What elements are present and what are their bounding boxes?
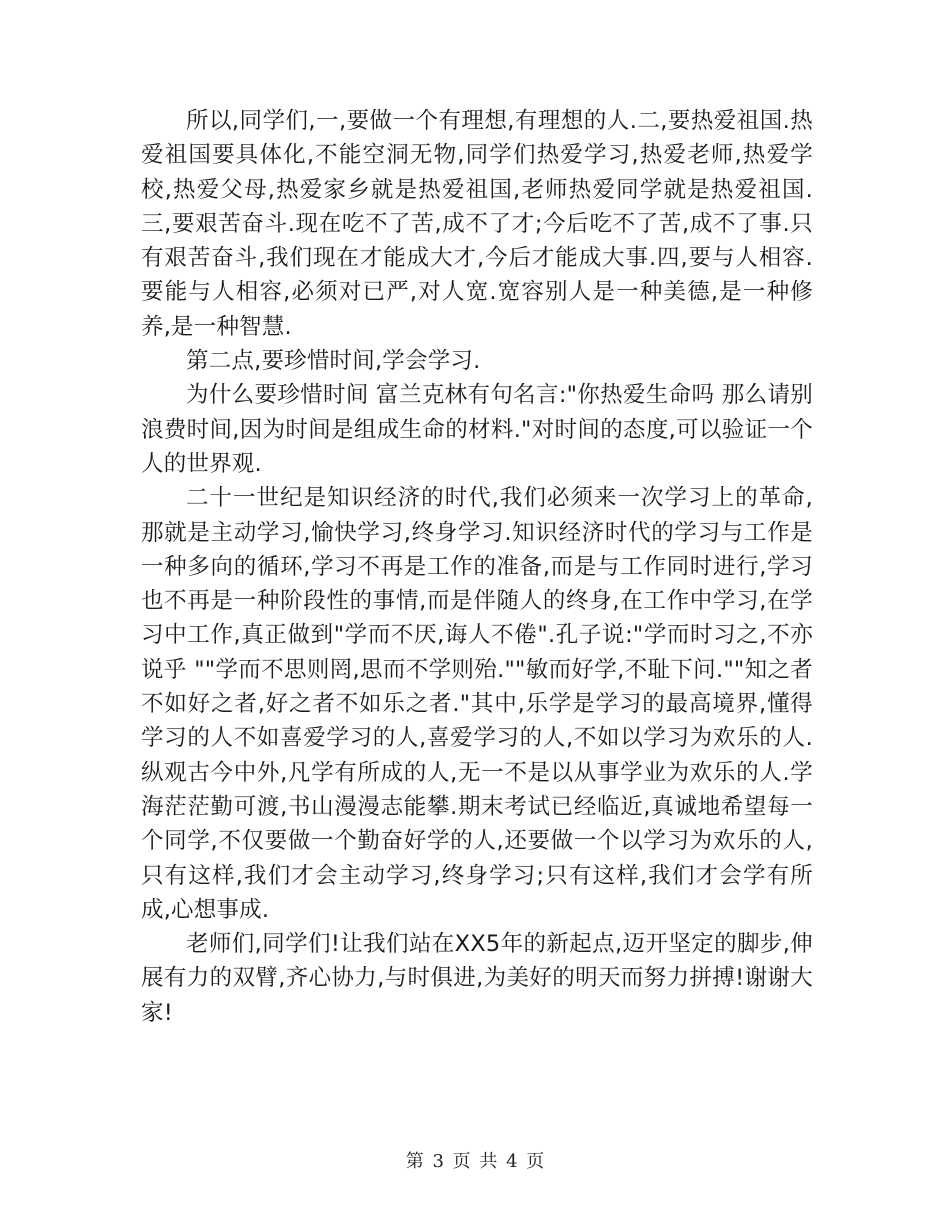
paragraph-franklin-quote: 为什么要珍惜时间 富兰克林有句名言:"你热爱生命吗 那么请别浪费时间,因为时间是组成生命的材料."对时间的态度,可以验证一个人的世界观. [141, 382, 813, 477]
document-body [141, 104, 813, 1030]
paragraph-ideals: 所以,同学们,一,要做一个有理想,有理想的人.二,要热爱祖国.热爱祖国要具体化,不能空洞无物,同学们热爱学习,热爱老师,热爱学校,热爱父母,热爱家乡就是热爱祖国,老师热爱同学就是热爱祖国.三,要艰苦奋斗.现在吃不了苦,成不了才;今后吃不了苦,成不了事.只有艰苦奋斗,我们现在才能成大才,今后才能成大事.四,要与人相容.要能与人相容,必须对已严,对人宽.宽容别人是一种美德,是一种修养,是一种智慧. [141, 108, 813, 340]
page-number-footer: 第 3 页 共 4 页 [405, 1151, 545, 1172]
paragraph-learning: 二十一世纪是知识经济的时代,我们必须来一次学习上的革命,那就是主动学习,愉快学习,终身学习.知识经济时代的学习与工作是一种多向的循环,学习不再是工作的准备,而是与工作同时进行,学习也不再是一种阶段性的事情,而是伴随人的终身,在工作中学习,在学习中工作,真正做到"学而不厌,诲人不倦".孔子说:"学而时习之,不亦说乎 ""学而不思则罔,思而不学则殆.""敏而好学,不耻下问.""知之者不如好之者,好之者不如乐之者."其中,乐学是学习的最高境界,懂得学习的人不如喜爱学习的人,喜爱学习的人,不如以学习为欢乐的人.纵观古今中外,凡学有所成的人,无一不是以从事学业为欢乐的人.学海茫茫勤可渡,书山漫漫志能攀.期末考试已经临近,真诚地希望每一个同学,不仅要做一个勤奋好学的人,还要做一个以学习为欢乐的人,只有这样,我们才会主动学习,终身学习;只有这样,我们才会学有所成,心想事成. [141, 485, 813, 923]
paragraph-closing: 老师们,同学们!让我们站在XX5年的新起点,迈开坚定的脚步,伸展有力的双臂,齐心协力,与时俱进,为美好的明天而努力拼搏!谢谢大家! [141, 931, 813, 1026]
paragraph-section-heading: 第二点,要珍惜时间,学会学习. [186, 348, 481, 375]
